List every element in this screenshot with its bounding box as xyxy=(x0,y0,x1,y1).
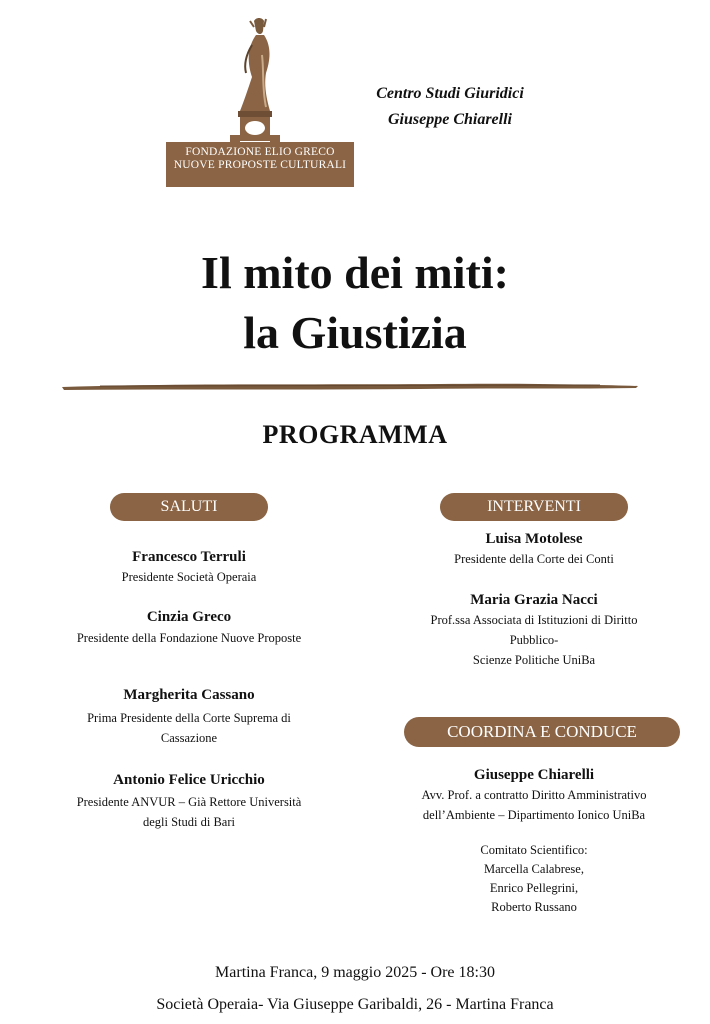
speaker-name: Luisa Motolese xyxy=(485,531,583,547)
page-title-line2: la Giustizia xyxy=(243,307,467,358)
logo-line: FONDAZIONE ELIO GRECO xyxy=(185,146,335,158)
centro-studi-line1: Centro Studi Giuridici xyxy=(376,85,524,102)
speaker-name: Margherita Cassano xyxy=(123,687,255,703)
fondazione-logo xyxy=(166,15,354,175)
brush-divider xyxy=(60,380,640,392)
speaker-role: Presidente Società Operaia xyxy=(121,570,257,584)
speaker-name: Francesco Terruli xyxy=(132,549,246,565)
section-coordina: COORDINA E CONDUCE xyxy=(404,717,680,747)
section-saluti: SALUTI xyxy=(110,493,268,521)
speaker-name: Antonio Felice Uricchio xyxy=(113,772,265,788)
centro-studi-line2: Giuseppe Chiarelli xyxy=(387,111,512,128)
speaker-role: Presidente ANVUR – Già Rettore Università degli Studi di Bari xyxy=(76,795,302,829)
speaker-name: Maria Grazia Nacci xyxy=(470,592,598,608)
programma-heading: PROGRAMMA xyxy=(262,420,448,449)
coordinator-role: Avv. Prof. a contratto Diritto Amministrativo dell’Ambiente – Dipartimento Ionico UniBa xyxy=(421,788,647,822)
logo-line: NUOVE PROPOSTE CULTURALI xyxy=(173,159,347,171)
speaker-role: Prof.ssa Associata di Istituzioni di Diritto Pubblico- Scienze Politiche UniBa xyxy=(430,613,638,667)
event-location: Società Operaia- Via Giuseppe Garibaldi, 26 - Martina Franca xyxy=(156,996,554,1013)
speaker-role: Prima Presidente della Corte Suprema di Cassazione xyxy=(87,711,291,745)
comitato-scientifico: Comitato Scientifico: Marcella Calabrese, Enrico Pellegrini, Roberto Russano xyxy=(480,843,588,914)
speaker-role: Presidente della Corte dei Conti xyxy=(454,552,614,566)
justice-statue-icon xyxy=(166,15,354,145)
coordinator-name: Giuseppe Chiarelli xyxy=(473,767,595,783)
page-title-line1: Il mito dei miti: xyxy=(201,247,509,298)
logo-banner xyxy=(166,142,354,187)
speaker-role: Presidente della Fondazione Nuove Proposte xyxy=(76,631,302,645)
speaker-name: Cinzia Greco xyxy=(146,609,232,625)
event-date-time: Martina Franca, 9 maggio 2025 - Ore 18:30 xyxy=(215,964,495,981)
section-interventi: INTERVENTI xyxy=(440,493,628,521)
